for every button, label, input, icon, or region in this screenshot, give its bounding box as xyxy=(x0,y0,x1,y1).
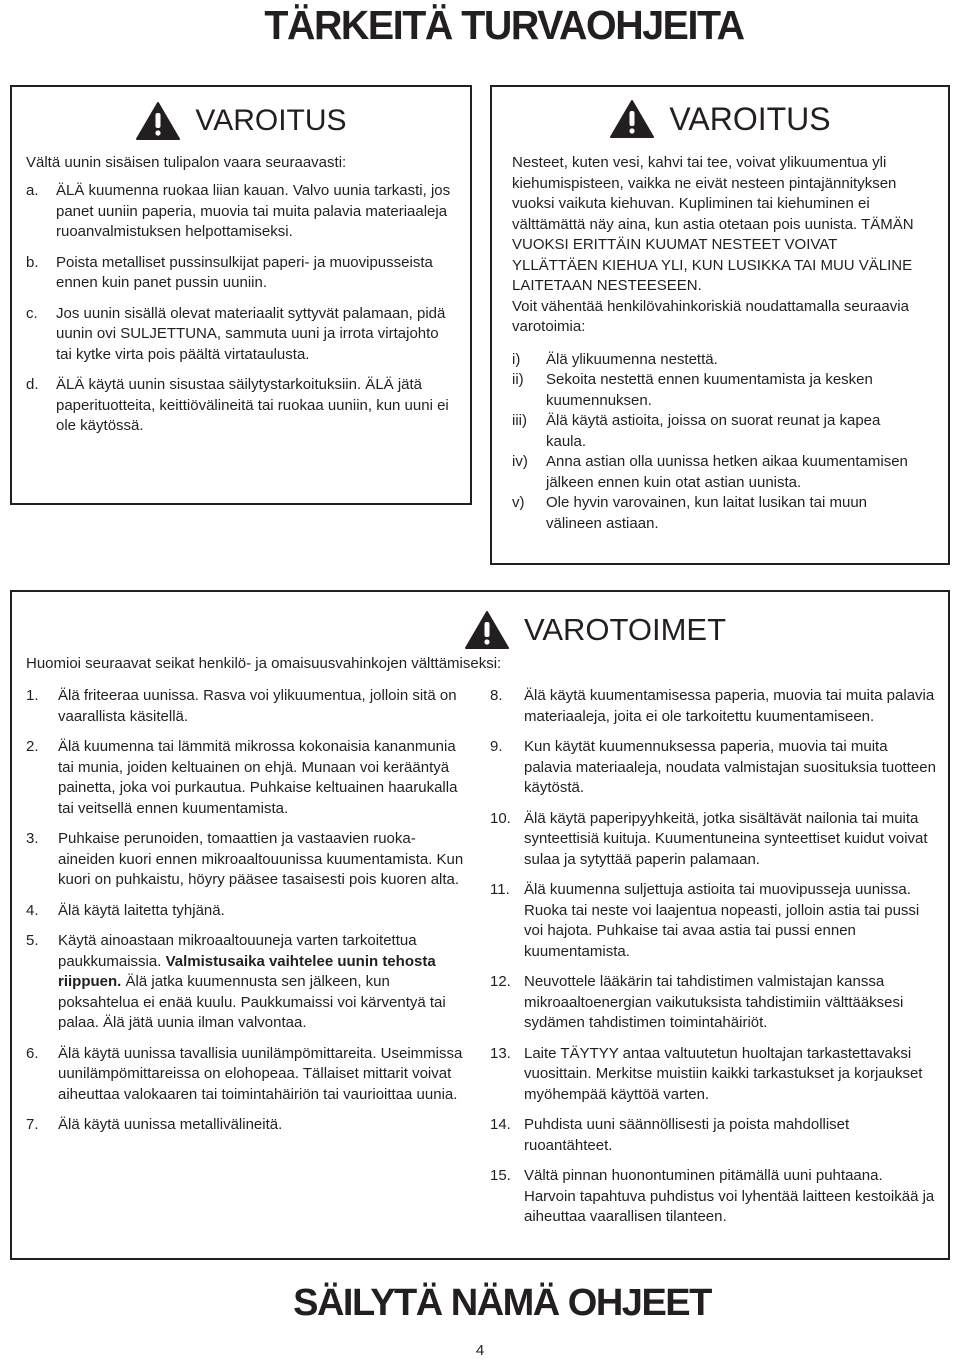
list-marker: 13. xyxy=(490,1044,511,1062)
list-item xyxy=(26,686,466,727)
list-text: Kun käytät kuumennuksessa paperia, muovia tai muita palavia materiaaleja, noudata valmistajan suosituksia tuotteen käytöstä. xyxy=(524,738,936,796)
list-text: Ole hyvin varovainen, kun laitat lusikan tai muun välineen astiaan. xyxy=(546,494,868,532)
warning-header xyxy=(12,101,470,141)
list-text: Jos uunin sisällä olevat materiaalit syttyvät palamaan, pidä uunin ovi SULJETTUNA, sammuta uuni ja irrota virtajohto tai kytke virta pois päältä virtataulusta. xyxy=(56,304,446,363)
precautions-header xyxy=(242,610,948,650)
list-marker: 8. xyxy=(490,687,503,704)
list-marker: 2. xyxy=(26,738,39,755)
list-marker: 11. xyxy=(490,881,510,898)
warning-header xyxy=(492,99,948,139)
list-text xyxy=(58,931,466,1034)
list-item xyxy=(490,1044,936,1106)
page-number: 4 xyxy=(475,1342,485,1359)
list-text: ÄLÄ kuumenna ruokaa liian kauan. Valvo uunia tarkasti, jos panet uuniin paperia, muovia tai muita palavia materiaaleja ruoanvalmistuksen helpottamiseksi. xyxy=(56,182,451,240)
list-item xyxy=(26,931,466,1034)
list-text-bold: Valmistusaika vaihtelee uunin tehosta riippuen. xyxy=(58,952,436,990)
footer-title: SÄILYTÄ NÄMÄ OHJEET xyxy=(293,1282,711,1324)
list-item xyxy=(490,880,936,962)
precautions-intro: Huomioi seuraavat seikat henkilö- ja omaisuusvahinkojen välttämiseksi: xyxy=(26,655,502,672)
list-marker: 12. xyxy=(490,973,511,990)
list-text: Älä kuumenna suljettuja astioita tai muovipusseja uunissa. Ruoka tai neste voi laajentua nopeasti, jolloin astia tai pussi voi hajota. Puhkaise tai avaa astia tai pussi ennen kuumentamista. xyxy=(524,881,920,960)
list-text: Älä ylikuumenna nestettä. xyxy=(546,350,718,368)
list-marker: 7. xyxy=(26,1116,39,1133)
list-item xyxy=(512,452,922,493)
list-item xyxy=(490,686,936,727)
list-text: Älä käytä paperipyyhkeitä, jotka sisältävät nailonia tai muita synteettisiä kuituja. Kuumentuneina synteettiset kuidut voivat sulaa ja sytyttää paperin palamaan. xyxy=(524,809,928,868)
list-text-part: Älä jatka kuumennusta sen jälkeen, kun poksahtelua ei enää kuulu. Paukkumaissi voi kärventyä tai palaa. Älä jätä uunia ilman valvontaa. xyxy=(58,973,446,1031)
list-text: Älä käytä uunissa tavallisia uunilämpömittareita. Useimmissa uunilämpömittareissa on elohopeaa. Tällaiset mittarit voivat aiheuttaa valokaaren tai toimintahäiriön tai vaurioittaa uunia. xyxy=(58,1044,463,1103)
warning-list xyxy=(26,181,458,447)
warning-body xyxy=(512,153,922,534)
list-item xyxy=(490,1166,936,1228)
list-text: ÄLÄ käytä uunin sisustaa säilytystarkoituksiin. ÄLÄ jätä paperituotteita, keittiövälineitä tai ruokaa uuniin, kun uuni ei ole käytössä. xyxy=(56,376,449,434)
list-text: Älä käytä uunissa metallivälineitä. xyxy=(58,1116,283,1133)
list-marker: v) xyxy=(512,494,525,511)
list-item xyxy=(26,1044,466,1106)
list-item xyxy=(512,350,922,371)
list-marker: d. xyxy=(26,376,39,393)
list-item xyxy=(490,809,936,871)
list-marker: ii) xyxy=(512,371,524,388)
list-marker: b. xyxy=(26,253,39,271)
list-item xyxy=(26,829,466,891)
warning-box-right xyxy=(490,85,950,565)
warning-intro: Vältä uunin sisäisen tulipalon vaara seuraavasti: xyxy=(26,154,347,171)
list-item xyxy=(26,375,458,437)
list-text: Älä käytä laitetta tyhjänä. xyxy=(58,901,225,919)
list-marker: c. xyxy=(26,304,38,322)
warning-triangle-icon xyxy=(135,101,181,141)
list-text: Älä käytä kuumentamisessa paperia, muovia tai muita palavia materiaaleja, joita ei ole tarkoitettu kuumentamiseen. xyxy=(524,687,935,725)
list-marker: iii) xyxy=(512,412,527,429)
list-text-part: Käytä ainoastaan mikroaaltouuneja varten tarkoitettua paukkumaissia. xyxy=(58,932,417,970)
list-item xyxy=(512,370,922,411)
list-item xyxy=(490,972,936,1034)
list-marker: 1. xyxy=(26,687,39,704)
list-item xyxy=(512,493,922,534)
list-text: Puhdista uuni säännöllisesti ja poista mahdolliset ruoantähteet. xyxy=(524,1116,850,1154)
list-item xyxy=(26,181,458,243)
precautions-column-left xyxy=(26,686,466,1146)
list-text: Älä kuumenna tai lämmitä mikrossa kokonaisia kananmunia tai munia, joiden keltuainen on ehjä. Munaan voi kerääntyä painetta, joka voi purkautua. Puhkaise keltuainen haarukalla tai veitsellä ennen kuumentamista. xyxy=(58,738,458,817)
warning-box-left xyxy=(10,85,472,505)
warning-heading: VAROITUS xyxy=(195,104,347,137)
list-item xyxy=(26,253,458,294)
warning-triangle-icon xyxy=(464,610,510,650)
list-marker: a. xyxy=(26,182,39,199)
list-item xyxy=(26,737,466,819)
precautions-column-right xyxy=(490,686,936,1238)
warning-paragraph: Voit vähentää henkilövahinkoriskiä noudattamalla seuraavia varotoimia: xyxy=(512,297,909,335)
list-marker: iv) xyxy=(512,453,528,470)
page-title: TÄRKEITÄ TURVAOHJEITA xyxy=(264,2,744,48)
list-marker: 10. xyxy=(490,809,511,827)
list-item xyxy=(26,304,458,366)
list-text: Neuvottele lääkärin tai tahdistimen valmistajan kanssa mikroaaltoenergian vaikutuksista tahdistimiin välttääksesi sydämen tahdistimen toimintahäiriöt. xyxy=(524,973,904,1031)
list-marker: 3. xyxy=(26,830,39,847)
list-marker: 15. xyxy=(490,1167,511,1184)
warning-triangle-icon xyxy=(609,99,655,139)
list-text: Poista metalliset pussinsulkijat paperi- ja muovipusseista ennen kuin panet pussin uuniin. xyxy=(56,253,433,291)
list-item xyxy=(26,901,466,922)
list-text: Laite TÄYTYY antaa valtuutetun huoltajan tarkastettavaksi vuosittain. Merkitse muistiin kaikki tarkastukset ja korjaukset myöhempää käyttöä varten. xyxy=(524,1044,923,1103)
list-text: Älä friteeraa uunissa. Rasva voi ylikuumentua, jolloin sitä on vaarallista käsitellä. xyxy=(58,687,457,725)
list-text: Sekoita nestettä ennen kuumentamista ja kesken kuumennuksen. xyxy=(546,371,873,409)
list-item xyxy=(490,737,936,799)
list-marker: 6. xyxy=(26,1044,39,1062)
precautions-box xyxy=(10,590,950,1260)
list-marker: 4. xyxy=(26,901,39,919)
list-marker: 14. xyxy=(490,1116,511,1133)
precautions-heading: VAROTOIMET xyxy=(523,612,727,647)
list-item xyxy=(512,411,922,452)
list-item xyxy=(26,1115,466,1136)
list-marker: 5. xyxy=(26,932,39,949)
warning-heading: VAROITUS xyxy=(669,100,831,137)
list-text: Vältä pinnan huonontuminen pitämällä uuni puhtaana. Harvoin tapahtuva puhdistus voi lyhentää laitteen kestoikää ja aiheuttaa vaarallisen tilanteen. xyxy=(524,1167,935,1225)
list-text: Älä käytä astioita, joissa on suorat reunat ja kapea kaula. xyxy=(546,412,881,450)
list-text: Puhkaise perunoiden, tomaattien ja vastaavien ruoka-aineiden kuori ennen mikroaaltouunissa kuumentamista. Kun kuori on puhkaistu, höyry pääsee tasaisesti pois kuoren alta. xyxy=(58,830,464,888)
list-item xyxy=(490,1115,936,1156)
precaution-list xyxy=(512,350,922,535)
list-marker: i) xyxy=(512,350,521,368)
list-text: Anna astian olla uunissa hetken aikaa kuumentamisen jälkeen ennen kuin otat astian uunista. xyxy=(546,453,908,491)
list-marker: 9. xyxy=(490,738,503,755)
warning-paragraph: Nesteet, kuten vesi, kahvi tai tee, voivat ylikuumentua yli kiehumispisteen, vaikka ne eivät nesteen pintajännityksen vuoksi vaikuta kiehuvan. Kupliminen tai kiehuminen ei välttämättä näy aina, kun astia otetaan pois uunista. TÄMÄN VUOKSI ERITTÄIN KUUMAT NESTEET VOIVAT YLLÄTTÄEN KIEHUA YLI, KUN LUSIKKA TAI MUU VÄLINE LAITETAAN NESTEESEEN. xyxy=(512,154,914,294)
